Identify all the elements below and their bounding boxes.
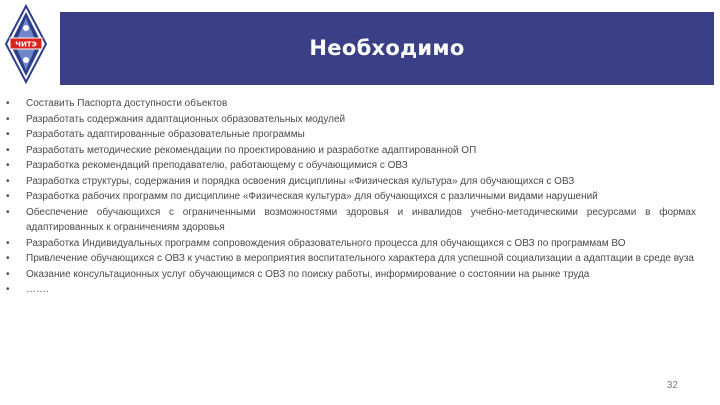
bullet-item: • Разработка структуры, содержания и порядка освоения дисциплины «Физическая культура» для обучающихся с ОВЗ [6,174,696,190]
bullet-item: • Разработать содержания адаптационных образовательных модулей [6,112,696,128]
university-logo [2,4,60,84]
bullet-item: • Разработка рабочих программ по дисциплине «Физическая культура» для обучающихся с различными видами нарушений [6,189,696,205]
bullet-list [6,96,696,298]
page-number: 32 [666,380,678,391]
bullet-item: • Обеспечение обучающихся с ограниченными возможностями здоровья и инвалидов учебно-методическими ресурсами в формах адаптированных к ограничениям здоровья [6,205,696,236]
slide-title: Необходимо [309,36,465,60]
bullet-item: • Разработать методические рекомендации по проектированию и разработке адаптированной ОП [6,143,696,159]
bullet-item: • Разработка Индивидуальных программ сопровождения образовательного процесса для обучающихся с ОВЗ по программам ВО [6,236,696,252]
svg-text:ЧИТЭ: ЧИТЭ [15,40,37,49]
bullet-item: • Оказание консультационных услуг обучающимся с ОВЗ по поиску работы, информирование о состоянии на рынке труда [6,267,696,283]
bullet-item: • Разработка рекомендаций преподавателю, работающему с обучающимися с ОВЗ [6,158,696,174]
bullet-item: • ……. [6,282,696,298]
bullet-item: • Привлечение обучающихся с ОВЗ к участию в мероприятия воспитательного характера для успешной социализации а адаптации в среде вуза [6,251,696,267]
bullet-item: • Разработать адаптированные образовательные программы [6,127,696,143]
bullet-item: • Составить Паспорта доступности объектов [6,96,696,112]
